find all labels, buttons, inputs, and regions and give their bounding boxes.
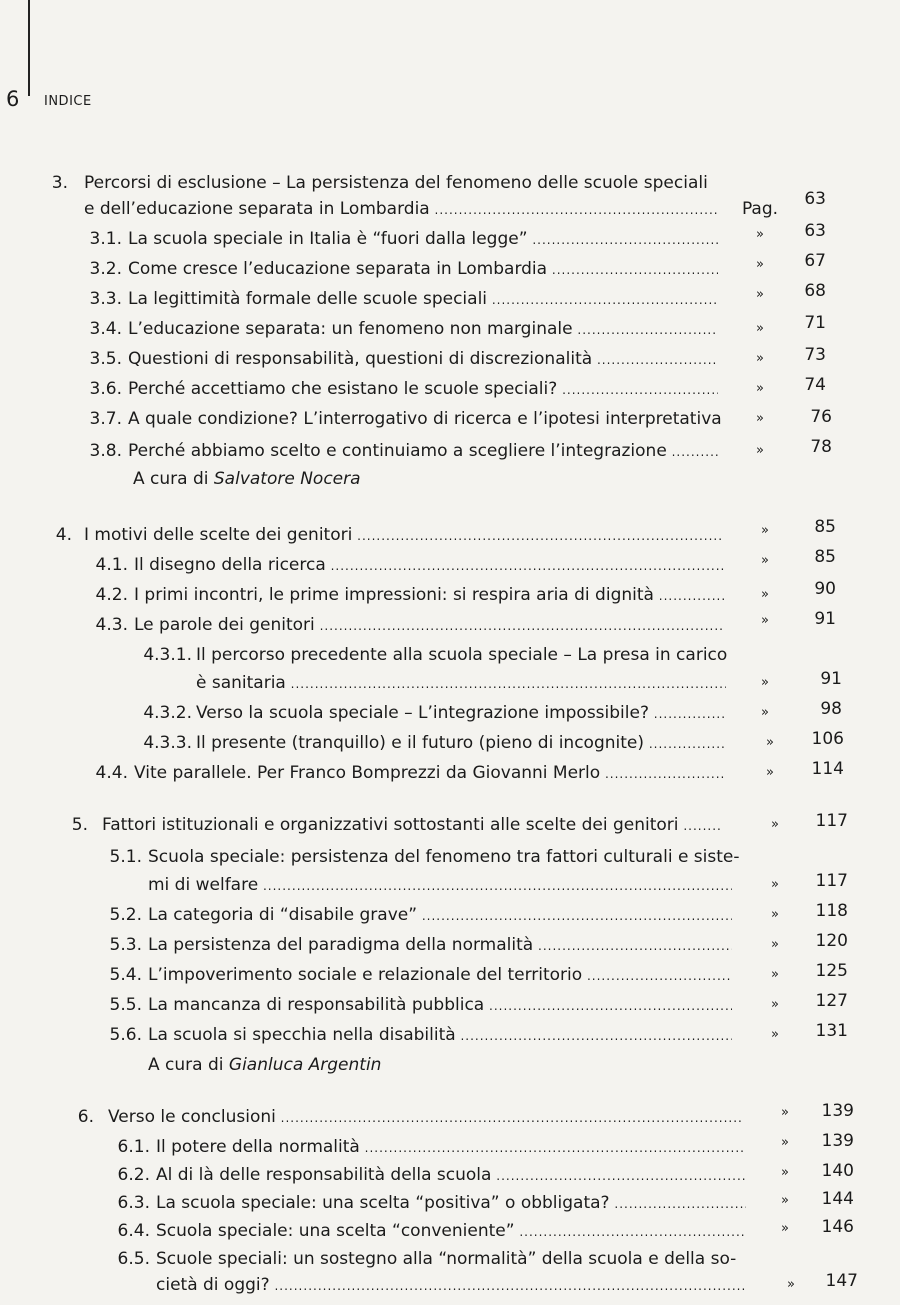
editor-name: Gianluca Argentin xyxy=(228,1055,382,1075)
toc-section-6-5-line2: cietà di oggi? ..... » 147 xyxy=(0,1270,900,1300)
chapter-title: Percorsi di esclusione – La persistenza del fenomeno delle scuole speciali xyxy=(84,173,708,193)
toc-section-3-8: 3.8. Perché abbiamo scelto e continuiamo a scegliere l’integrazione ..... » 78 xyxy=(0,436,900,466)
toc-section-4-1: 4.1. Il disegno della ricerca ..... » 85 xyxy=(0,550,900,580)
toc-section-5-3: 5.3. La persistenza del paradigma della normalità ..... » 120 xyxy=(0,930,900,960)
toc-section-5-5: 5.5. La mancanza di responsabilità pubblica ..... » 127 xyxy=(0,990,900,1020)
toc-subsection-4-3-1-line2: è sanitaria ..... » 91 xyxy=(0,668,900,698)
editor-name: Salvatore Nocera xyxy=(213,469,361,489)
page-spine-rule xyxy=(28,0,30,96)
toc-section-3-6: 3.6. Perché accettiamo che esistano le scuole speciali? ..... » 74 xyxy=(0,374,900,404)
chapter-number: 3. xyxy=(51,173,68,193)
toc-section-3-3: 3.3. La legittimità formale delle scuole speciali ..... » 68 xyxy=(0,284,900,314)
toc-subsection-4-3-2: 4.3.2. Verso la scuola speciale – L’integrazione impossibile? ..... » 98 xyxy=(0,698,900,728)
toc-chapter-4: 4. I motivi delle scelte dei genitori ..... » 85 xyxy=(0,520,900,550)
chapter-title-cont: e dell’educazione separata in Lombardia ..... xyxy=(84,194,718,225)
page-number: 6 xyxy=(6,87,20,111)
toc-section-6-3: 6.3. La scuola speciale: una scelta “positiva” o obbligata? ..... » 144 xyxy=(0,1188,900,1218)
toc-section-6-1: 6.1. Il potere della normalità ..... » 139 xyxy=(0,1132,900,1162)
toc-section-5-1-line2: mi di welfare ..... » 117 xyxy=(0,870,900,900)
toc-section-5-6: 5.6. La scuola si specchia nella disabilità ..... » 131 xyxy=(0,1020,900,1050)
editor-credit: A cura di Salvatore Nocera xyxy=(133,469,361,489)
toc-subsection-4-3-3: 4.3.3. Il presente (tranquillo) e il futuro (pieno di incognite) ..... » 106 xyxy=(0,728,900,758)
toc-section-5-1-line1: 5.1. Scuola speciale: persistenza del fenomeno tra fattori culturali e siste- xyxy=(109,847,740,867)
toc-section-4-4: 4.4. Vite parallele. Per Franco Bomprezzi da Giovanni Merlo ..... » 114 xyxy=(0,758,900,788)
page-ref: 63 xyxy=(804,189,826,209)
toc-section-6-5-line1: 6.5. Scuole speciali: un sostegno alla “normalità” della scuola e della so- xyxy=(117,1249,737,1269)
editor-credit: A cura di Gianluca Argentin xyxy=(148,1055,382,1075)
toc-chapter-6: 6. Verso le conclusioni ..... » 139 xyxy=(0,1102,900,1132)
toc-subsection-4-3-1-line1: 4.3.1. Il percorso precedente alla scuola speciale – La presa in carico xyxy=(143,645,728,665)
toc-section-3-5: 3.5. Questioni di responsabilità, questioni di discrezionalità ..... » 73 xyxy=(0,344,900,374)
toc-section-3-7: 3.7. A quale condizione? L’interrogativo di ricerca e l’ipotesi interpretativa » 76 xyxy=(89,407,832,429)
toc-section-3-4: 3.4. L’educazione separata: un fenomeno non marginale ..... » 71 xyxy=(0,314,900,344)
toc-section-6-2: 6.2. Al di là delle responsabilità della scuola ..... » 140 xyxy=(0,1160,900,1190)
toc-section-3-1: 3.1. La scuola speciale in Italia è “fuori dalla legge” ..... » 63 xyxy=(0,224,900,254)
toc-chapter-5: 5. Fattori istituzionali e organizzativi sottostanti alle scelte dei genitori ..... » 117 xyxy=(0,810,900,840)
running-head: INDICE xyxy=(44,94,92,109)
toc-section-5-2: 5.2. La categoria di “disabile grave” ..... » 118 xyxy=(0,900,900,930)
toc-section-6-4: 6.4. Scuola speciale: una scelta “conveniente” ..... » 146 xyxy=(0,1216,900,1246)
toc-section-3-2: 3.2. Come cresce l’educazione separata in Lombardia ..... » 67 xyxy=(0,254,900,284)
toc-section-5-4: 5.4. L’impoverimento sociale e relazionale del territorio ..... » 125 xyxy=(0,960,900,990)
page-marker: Pag. xyxy=(741,199,779,219)
toc-section-4-3: 4.3. Le parole dei genitori ..... » 91 xyxy=(0,610,900,640)
toc-section-4-2: 4.2. I primi incontri, le prime impressioni: si respira aria di dignità ..... » 90 xyxy=(0,580,900,610)
